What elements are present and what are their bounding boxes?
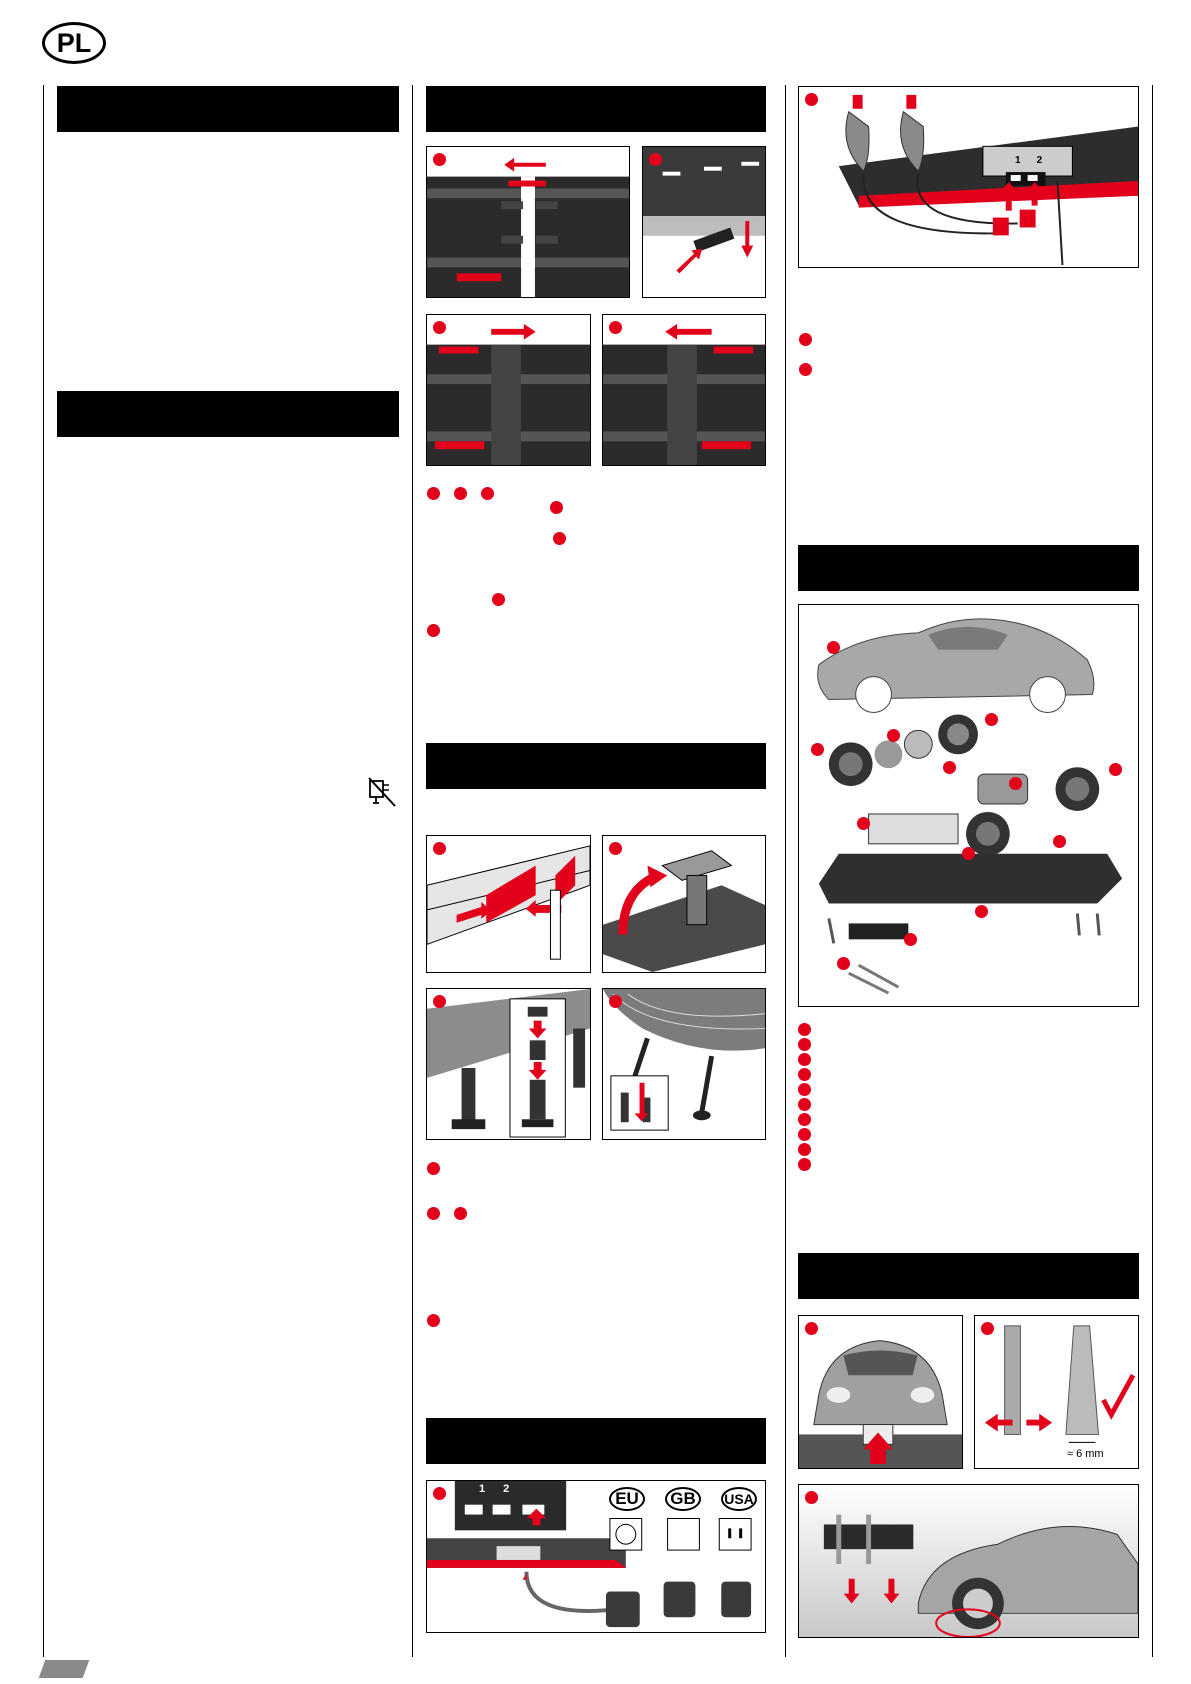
part-marker bbox=[975, 905, 988, 918]
part-marker bbox=[943, 761, 956, 774]
plug-region-gb: GB bbox=[665, 1487, 701, 1511]
step-marker bbox=[799, 333, 812, 346]
section-header-4 bbox=[426, 743, 766, 789]
figure-car-front bbox=[798, 1315, 963, 1469]
language-badge bbox=[42, 22, 106, 64]
part-marker bbox=[1109, 763, 1122, 776]
plug-region-usa: USA bbox=[721, 1487, 757, 1511]
figure-marker bbox=[433, 995, 446, 1008]
legend-marker bbox=[798, 1128, 811, 1141]
page-footer-tab bbox=[39, 1660, 90, 1678]
step-marker bbox=[799, 363, 812, 376]
figure-marker bbox=[805, 1491, 818, 1504]
section-header-5 bbox=[426, 1418, 766, 1464]
figure-pillar-assembly bbox=[426, 988, 591, 1140]
legend-marker bbox=[798, 1068, 811, 1081]
port-label-2: 2 bbox=[503, 1483, 510, 1495]
legend-marker bbox=[798, 1083, 811, 1096]
part-marker bbox=[1053, 835, 1066, 848]
step-marker bbox=[427, 1162, 440, 1175]
step-marker bbox=[427, 624, 440, 637]
braid-width-label: ≈ 6 mm bbox=[1067, 1448, 1104, 1460]
part-marker bbox=[887, 729, 900, 742]
figure-marker bbox=[981, 1322, 994, 1335]
parts-legend-markers bbox=[798, 1023, 811, 1171]
figure-slide-right bbox=[426, 314, 591, 466]
figure-marker bbox=[805, 93, 818, 106]
figure-marker bbox=[609, 995, 622, 1008]
step-marker bbox=[492, 593, 505, 606]
checkmark-icon bbox=[1103, 1375, 1133, 1414]
figure-slide-left bbox=[602, 314, 766, 466]
figure-marker bbox=[609, 321, 622, 334]
figure-marker bbox=[649, 153, 662, 166]
figure-car-exploded-view bbox=[798, 604, 1139, 1007]
part-marker bbox=[1009, 777, 1022, 790]
step-marker bbox=[427, 487, 440, 500]
figure-curve-supports bbox=[602, 988, 766, 1140]
figure-marker bbox=[433, 321, 446, 334]
plug-region-labels bbox=[609, 1487, 757, 1511]
figure-track-clip bbox=[642, 146, 766, 298]
part-marker bbox=[985, 713, 998, 726]
legend-marker bbox=[798, 1053, 811, 1066]
legend-marker bbox=[798, 1158, 811, 1171]
plug-region-eu: EU bbox=[609, 1487, 645, 1511]
legend-marker bbox=[798, 1113, 811, 1126]
step-marker bbox=[481, 487, 494, 500]
figure-track-connectors bbox=[426, 146, 630, 298]
step-marker bbox=[553, 532, 566, 545]
part-marker bbox=[811, 743, 824, 756]
column-divider-3 bbox=[785, 85, 786, 1657]
section-header-7 bbox=[798, 1253, 1139, 1299]
section-header-3 bbox=[426, 86, 766, 132]
step-marker bbox=[427, 1314, 440, 1327]
column-divider-1 bbox=[43, 85, 44, 1657]
controller-port-labels bbox=[1015, 155, 1042, 166]
figure-marker bbox=[609, 842, 622, 855]
part-marker bbox=[904, 933, 917, 946]
part-marker bbox=[837, 957, 850, 970]
language-badge-label: PL bbox=[56, 27, 92, 58]
controller-port-2: 2 bbox=[1036, 155, 1043, 166]
section-header-6 bbox=[798, 545, 1139, 591]
part-marker bbox=[962, 847, 975, 860]
step-marker bbox=[550, 501, 563, 514]
figure-pillar-top bbox=[602, 835, 766, 973]
controller-port-1: 1 bbox=[1015, 155, 1021, 166]
section-header-2 bbox=[57, 391, 399, 437]
legend-marker bbox=[798, 1023, 811, 1036]
red-arrow-icon bbox=[504, 158, 546, 172]
figure-marker bbox=[433, 842, 446, 855]
figure-power-connection bbox=[426, 1480, 766, 1633]
figure-marker bbox=[433, 1487, 446, 1500]
figure-marker bbox=[805, 1322, 818, 1335]
section-header-1 bbox=[57, 86, 399, 132]
legend-marker bbox=[798, 1143, 811, 1156]
figure-marker bbox=[433, 153, 446, 166]
step-marker bbox=[454, 487, 467, 500]
figure-controllers bbox=[798, 86, 1139, 268]
figure-car-side bbox=[798, 1484, 1139, 1638]
port-labels bbox=[479, 1483, 509, 1495]
legend-marker bbox=[798, 1098, 811, 1111]
figure-guardrail bbox=[426, 835, 591, 973]
column-divider-4 bbox=[1152, 85, 1153, 1657]
step-marker bbox=[427, 1207, 440, 1220]
figure-braid-adjust bbox=[974, 1315, 1139, 1469]
power-adapter-warning-icon bbox=[367, 776, 397, 808]
legend-marker bbox=[798, 1038, 811, 1051]
part-marker bbox=[857, 817, 870, 830]
step-marker bbox=[454, 1207, 467, 1220]
column-divider-2 bbox=[412, 85, 413, 1657]
port-label-1: 1 bbox=[479, 1483, 486, 1495]
part-marker bbox=[827, 641, 840, 654]
